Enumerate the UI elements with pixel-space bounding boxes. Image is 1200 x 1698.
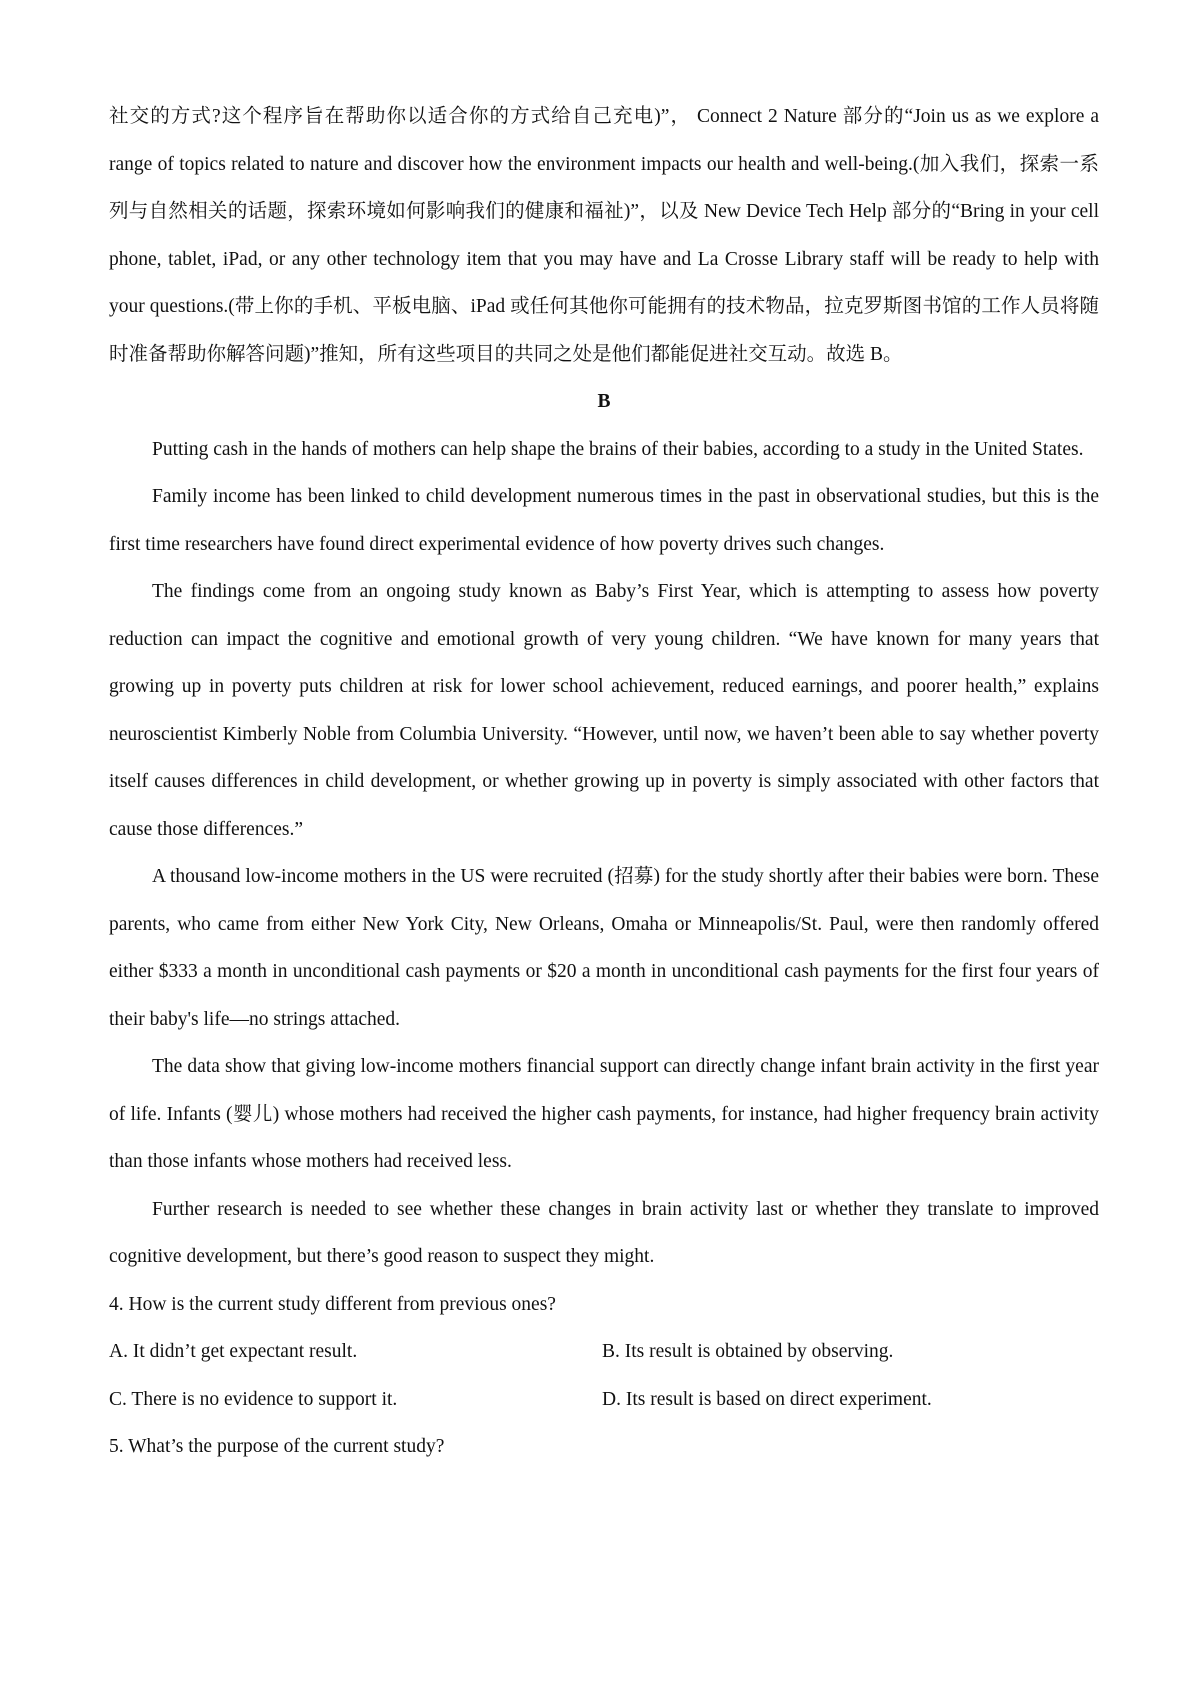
passage-paragraph-6: Further research is needed to see whether these changes in brain activity last or whether they translate to improved cognitive development, but there’s good reason to suspect they might. (109, 1198, 1099, 1267)
question-4-option-b: B. Its result is obtained by observing. (602, 1341, 894, 1362)
passage-paragraph-1: Putting cash in the hands of mothers can help shape the brains of their babies, according to a study in the United States. (152, 438, 1084, 460)
question-4-option-d: D. Its result is based on direct experiment. (602, 1388, 932, 1410)
question-5-stem: 5. What’s the purpose of the current study? (109, 1436, 445, 1457)
question-4-option-a: A. It didn’t get expectant result. (109, 1341, 358, 1362)
passage-paragraph-4: A thousand low-income mothers in the US were recruited (招募) for the study shortly after their babies were born. These parents, who came from either New York City, New Orleans, Omaha or Minneapolis/St. Paul, were then randomly offered either $333 a month in unconditional cash payments or $20 a month in unconditional cash payments for the first four years of their baby's life—no strings attached. (109, 866, 1099, 1030)
section-title: B (597, 391, 611, 412)
question-4-option-c: C. There is no evidence to support it. (109, 1388, 398, 1410)
page-content (109, 93, 1099, 1471)
question-4-stem: 4. How is the current study different from previous ones? (109, 1293, 556, 1315)
question-4-options (109, 1328, 1099, 1423)
passage-paragraph-5: The data show that giving low-income mothers financial support can directly change infant brain activity in the first year of life. Infants (婴儿) whose mothers had received the higher cash payments, for instance, had higher frequency brain activity than those infants whose mothers had received less. (109, 1056, 1099, 1172)
previous-answer-explanation: 社交的方式?这个程序旨在帮助你以适合你的方式给自己充电)”， Connect 2 Nature 部分的“Join us as we explore a range of topics related to nature and discover how the environment impacts our health and well-being.(加入我们，探索一系列与自然相关的话题，探索环境如何影响我们的健康和福祉)”，以及 New Device Tech Help 部分的“Bring in your cell phone, tablet, iPad, or any other technology item that you may have and La Crosse Library staff will be ready to help with your questions.(带上你的手机、平板电脑、iPad 或任何其他你可能拥有的技术物品，拉克罗斯图书馆的工作人员将随时准备帮助你解答问题)”推知，所有这些项目的共同之处是他们都能促进社交互动。故选 B。 (109, 106, 1099, 365)
passage-paragraph-2: Family income has been linked to child development numerous times in the past in observational studies, but this is the first time researchers have found direct experimental evidence of how poverty drives such changes. (109, 486, 1099, 555)
passage-paragraph-3: The findings come from an ongoing study known as Baby’s First Year, which is attempting to assess how poverty reduction can impact the cognitive and emotional growth of very young children. “We have known for many years that growing up in poverty puts children at risk for lower school achievement, reduced earnings, and poorer health,” explains neuroscientist Kimberly Noble from Columbia University. “However, until now, we haven’t been able to say whether poverty itself causes differences in child development, or whether growing up in poverty is simply associated with other factors that cause those differences.” (109, 581, 1099, 840)
